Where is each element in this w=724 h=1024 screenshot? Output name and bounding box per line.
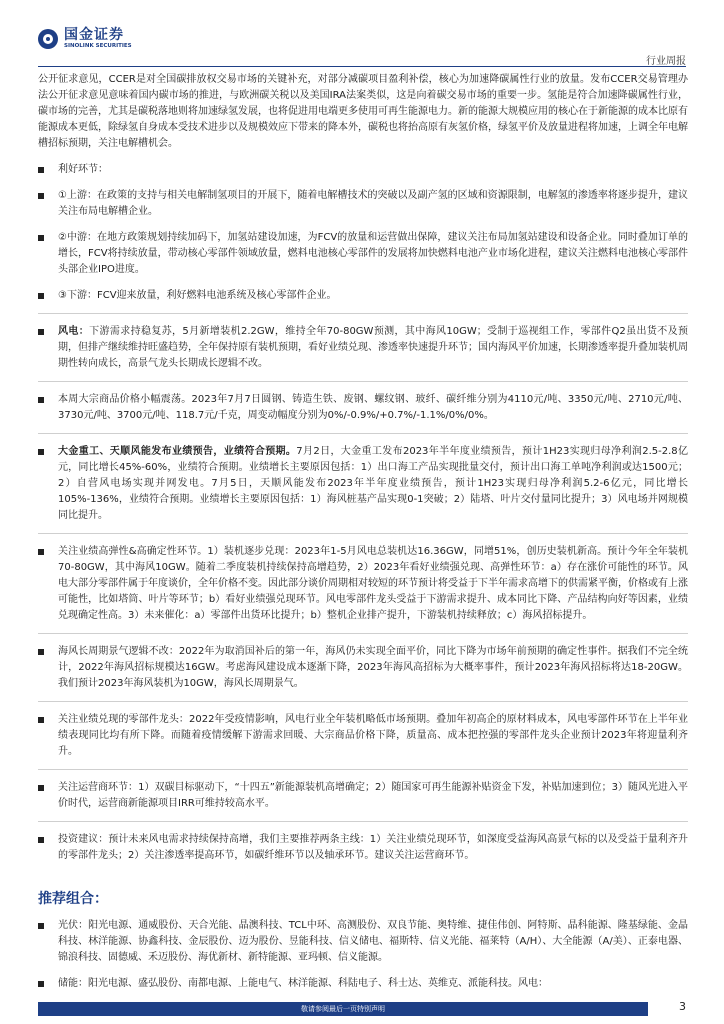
list-item-text xyxy=(58,392,688,424)
list-item-text xyxy=(58,444,688,524)
list-item xyxy=(38,644,688,692)
square-bullet-icon xyxy=(38,397,44,403)
logo-name-cn: 国金证券 xyxy=(64,27,124,43)
list-item-text xyxy=(58,230,688,278)
square-bullet-icon xyxy=(38,649,44,655)
square-bullet-icon xyxy=(38,193,44,199)
list-item-text xyxy=(58,780,688,812)
recommendation-title: 推荐组合： xyxy=(38,891,108,907)
square-bullet-icon xyxy=(38,293,44,299)
company-logo xyxy=(38,28,132,50)
list-item xyxy=(38,188,688,220)
square-bullet-icon xyxy=(38,235,44,241)
list-item-body: ①上游：在政策的支持与相关电解制氢项目的开展下，随着电解槽技术的突破以及副产氢的区域和资源限制，电解氢的渗透率将逐步提升，建议关注布局电解槽企业。 xyxy=(58,190,688,217)
list-item-text xyxy=(58,544,688,624)
section-divider xyxy=(38,701,688,702)
list-item xyxy=(38,780,688,812)
list-item-text xyxy=(58,288,688,304)
footer-disclaimer: 敬请参阅最后一页特别声明 xyxy=(38,1002,648,1016)
square-bullet-icon xyxy=(38,785,44,791)
list-item-body: 储能：阳光电源、盛弘股份、南都电源、上能电气、林洋能源、科陆电子、科士达、英维克、派能科技。风电： xyxy=(58,978,548,989)
list-item xyxy=(38,324,688,372)
list-item-text xyxy=(58,324,688,372)
logo-icon xyxy=(38,29,58,49)
list-item-body: ③下游：FCV迎来放量，利好燃料电池系统及核心零部件企业。 xyxy=(58,290,337,301)
main-content xyxy=(38,72,688,992)
page-header xyxy=(0,0,724,66)
square-bullet-icon xyxy=(38,329,44,335)
list-item-body: 关注运营商环节：1）双碳目标驱动下，“十四五”新能源装机高增确定；2）随国家可再生能源补贴资金下发，补贴加速到位；3）随风光进入平价时代，运营商新能源项目IRR可维持较高水平。 xyxy=(58,782,688,809)
section-divider xyxy=(38,533,688,534)
section-divider xyxy=(38,313,688,314)
list-item-lead: 大金重工、天顺风能发布业绩预告，业绩符合预期。 xyxy=(58,446,297,457)
list-item-body: 7月2日，大金重工发布2023年半年度业绩预告，预计1H23实现归母净利润2.5-2.8亿元，同比增长45%-60%，业绩符合预期。业绩增长主要原因包括：1）出口海工产品实现批量交付，预计出口海工单吨净利润或达1500元；2）自营风电场实现并网发电。7月5日，天顺风能发布2023年半年度业绩预告，预计1H23实现归母净利润5.2-6亿元，同比增长105%-136%，业绩符合预期。业绩增长主要原因包括：1）海风桩基产品实现0-1突破；2）陆塔、叶片交付量同比提升；3）风电场并网规模同比提升。 xyxy=(58,446,688,521)
list-item-body: 投资建议：预计未来风电需求持续保持高增，我们主要推荐两条主线：1）关注业绩兑现环节，如深度受益海风高景气标的以及受益于量利齐升的零部件龙头；2）关注渗透率提高环节，如碳纤维环节以及轴承环节。建议关注运营商环节。 xyxy=(58,834,688,861)
list-item-text xyxy=(58,918,688,966)
list-item xyxy=(38,976,688,992)
list-item-text xyxy=(58,712,688,760)
list-item xyxy=(38,918,688,966)
section-divider xyxy=(38,633,688,634)
list-item-text xyxy=(58,644,688,692)
header-divider xyxy=(38,66,686,67)
list-item-text xyxy=(58,976,688,992)
square-bullet-icon xyxy=(38,549,44,555)
section-divider xyxy=(38,381,688,382)
list-item xyxy=(38,544,688,624)
list-item-body: 下游需求持稳复苏，5月新增装机2.2GW，维持全年70-80GW预测，其中海风10GW；受制于巡视组工作，零部件Q2虽出货不及预期，但排产继续维持旺盛趋势，全年保持原有装机预期，看好业绩兑现、渗透率快速提升环节；国内海风平价加速，长期渗透率提升叠加装机周期性转向成长，高景气龙头长期成长逻辑不改。 xyxy=(58,326,688,369)
square-bullet-icon xyxy=(38,717,44,723)
page-number: 3 xyxy=(679,1000,686,1013)
list-item-body: 本周大宗商品价格小幅震荡。2023年7月7日圆钢、铸造生铁、废钢、螺纹钢、玻纤、碳纤维分别为4110元/吨、3350元/吨、2710元/吨、3730元/吨、3700元/吨、118.7元/千克，周变动幅度分别为0%/-0.9%/+0.7%/-1.1%/0%/0%。 xyxy=(58,394,688,421)
square-bullet-icon xyxy=(38,981,44,987)
list-item xyxy=(38,832,688,864)
list-item xyxy=(38,162,688,178)
list-item xyxy=(38,288,688,304)
intro-paragraph: 公开征求意见，CCER是对全国碳排放权交易市场的关键补充，对部分减碳项目盈利补偿，核心为加速降碳属性行业的放量。发布CCER交易管理办法公开征求意见意味着国内碳市场的推进，与欧洲碳关税以及美国IRA法案类似，这是向着碳交易市场的重要一步。氢能是符合加速降碳属性行业，碳市场的完善，尤其是碳税落地则将加速绿氢发展，也将促进用电端更多使用可再生能源电力。新的能源大规模应用的核心在于新能源的成本比原有能源成本更低，除绿氢自身成本受技术进步以及规模效应下带来的降本外，碳税也将抬高原有灰氢价格，绿氢平价及放量进程将加速，上调全年电解槽招标预期，关注电解槽机会。 xyxy=(38,74,688,149)
list-item-body: 关注业绩高弹性&高确定性环节。1）装机逐步兑现：2023年1-5月风电总装机达16.36GW，同增51%，创历史装机新高。预计今年全年装机70-80GW，其中海风10GW。随着二季度装机持续保持高增趋势，2）2023年看好业绩强兑现、高弹性环节：a）存在涨价可能性的环节。风电大部分零部件属于年度谈价，全年价格不变。因此部分谈价周期相对较短的环节预计将受益于下半年需求高增下的供需紧平衡，价格或有上涨可能性，比如塔筒、叶片等环节；b）看好业绩强兑现环节。风电零部件龙头受益于下游需求提升、成本同比下降、产品结构向好等因素，业绩兑现确定性高。3）未来催化：a）零部件出货环比提升；b）整机企业排产提升，下游装机持续释放；c）海风招标提升。 xyxy=(58,546,688,621)
list-item-lead: 风电： xyxy=(58,326,90,337)
square-bullet-icon xyxy=(38,167,44,173)
list-item-body: 利好环节： xyxy=(58,164,108,175)
square-bullet-icon xyxy=(38,923,44,929)
list-item-body: ②中游：在地方政策规划持续加码下，加氢站建设加速，为FCV的放量和运营做出保障，建议关注布局加氢站建设和设备企业。同时叠加订单的增长，FCV将持续放量，带动核心零部件领域放量，燃料电池核心零部件的发展将加快燃料电池产业市场化进程，建议关注燃料电池核心零部件头部企业IPO进度。 xyxy=(58,232,688,275)
list-item-text xyxy=(58,832,688,864)
list-item xyxy=(38,444,688,524)
list-item xyxy=(38,230,688,278)
bullet-list xyxy=(38,162,688,864)
list-item-text xyxy=(58,162,688,178)
section-divider xyxy=(38,821,688,822)
square-bullet-icon xyxy=(38,449,44,455)
list-item-body: 海风长周期景气逻辑不改：2022年为取消国补后的第一年，海风仍未实现全面平价，同比下降为市场年前预期的确定性事件。据我们不完全统计，2022年海风招标规模达16GW。考虑海风建设成本逐渐下降，2023年海风高招标为大概率事件，预计2023年海风招标将达18-20GW。我们预计2023年海风装机为10GW，海风长周期景气。 xyxy=(58,646,688,689)
section-divider xyxy=(38,769,688,770)
list-item-body: 关注业绩兑现的零部件龙头：2022年受疫情影响，风电行业全年装机略低市场预期。叠加年初高企的原材料成本，风电零部件环节在上半年业绩表现同比均有所下降。而随着疫情缓解下游需求回暖、大宗商品价格下降，质量高、成本把控强的零部件龙头企业预计2023年将迎量利齐升。 xyxy=(58,714,688,757)
square-bullet-icon xyxy=(38,837,44,843)
list-item xyxy=(38,712,688,760)
section-divider xyxy=(38,433,688,434)
list-item xyxy=(38,392,688,424)
list-item-body: 光伏：阳光电源、通威股份、天合光能、晶澳科技、TCL中环、高测股份、双良节能、奥特维、捷佳伟创、阿特斯、晶科能源、隆基绿能、金晶科技、林洋能源、协鑫科技、金辰股份、迈为股份、昱能科技、信义储电、福斯特、信义光能、福莱特（A/H）、大全能源（A/美）、正泰电器、锦浪科技、固德威、禾迈股份、海优新材、新特能源、亚玛顿、信义能源。 xyxy=(58,920,688,963)
list-item-text xyxy=(58,188,688,220)
recommendation-list xyxy=(38,918,688,992)
logo-name-en: SINOLINK SECURITIES xyxy=(64,43,132,49)
report-type: 行业周报 xyxy=(646,56,686,67)
